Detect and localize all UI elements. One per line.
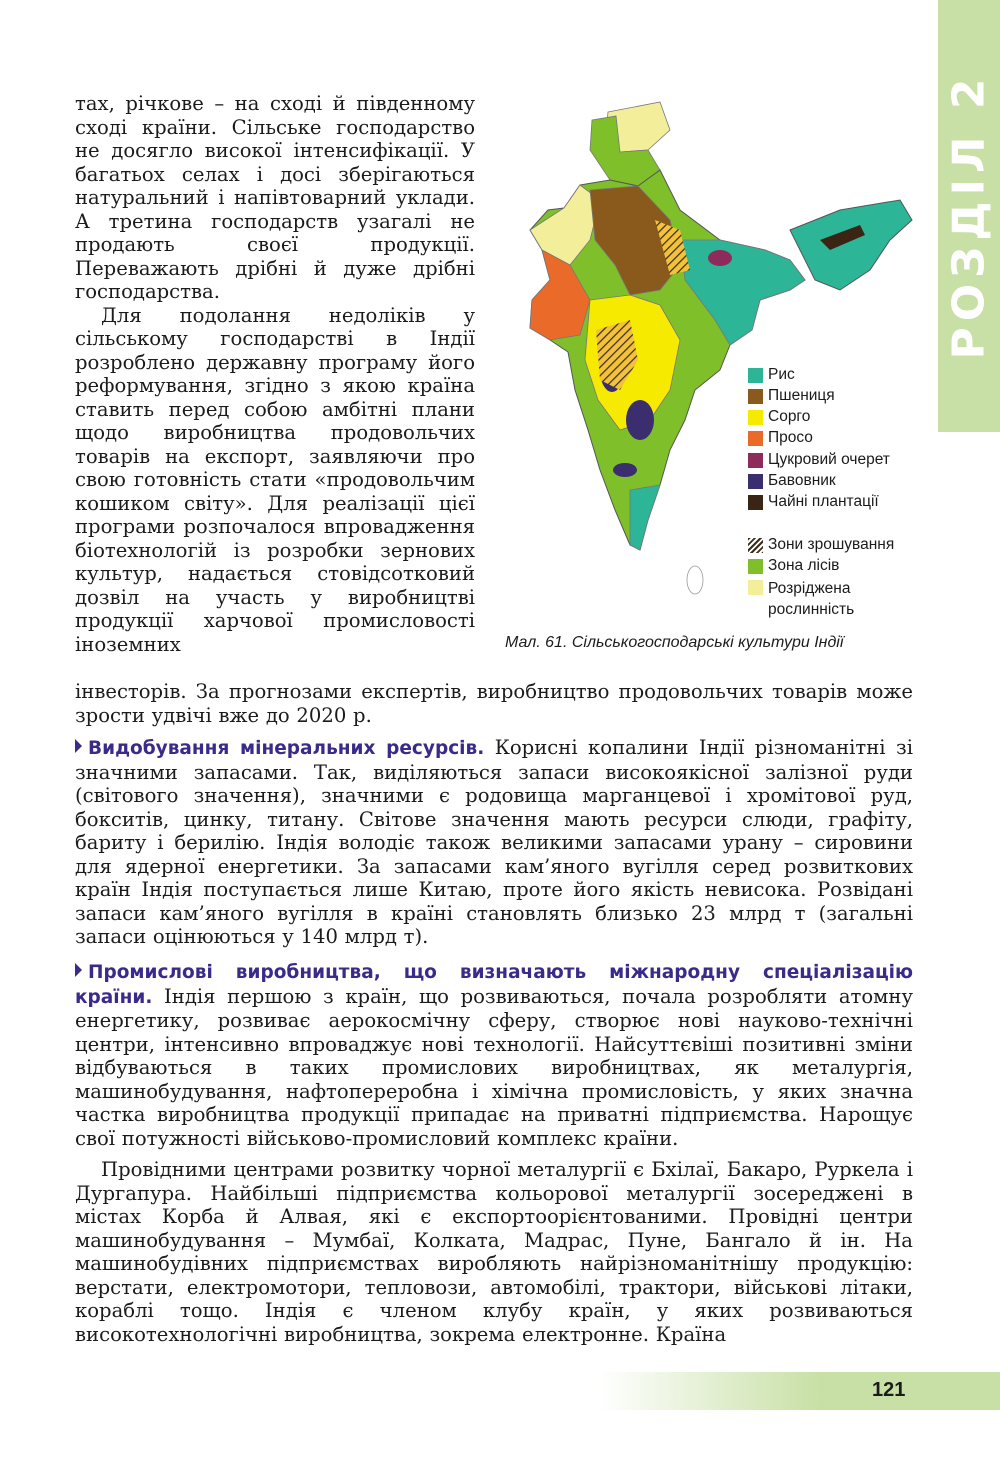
- legend-swatch: [748, 559, 763, 574]
- legend-swatch: [748, 453, 763, 468]
- section-minerals: [75, 736, 913, 949]
- legend-label: Бавовник: [768, 472, 836, 489]
- footer-bar: [600, 1372, 1000, 1410]
- legend-swatch: [748, 495, 763, 510]
- bullet-icon: [75, 963, 82, 977]
- legend-label: Просо: [768, 429, 813, 446]
- region-sugarcane: [708, 250, 732, 266]
- section-industry: [75, 960, 913, 1150]
- legend-label: Зони зрошування: [768, 536, 895, 553]
- section-heading: Видобування мінеральних ресурсів.: [88, 738, 485, 759]
- legend-swatch: [748, 389, 763, 404]
- legend-label: Розріджена рослинність: [768, 580, 855, 618]
- legend-swatch: [748, 368, 763, 383]
- legend-label: Чайні плантації: [768, 493, 879, 510]
- legend-swatch: [748, 410, 763, 425]
- paragraph-centers: Провідними центрами розвитку чорної металургії є Бхілаї, Бакаро, Руркела і Дургапура. Найбільші підприємства кольорової металургії зосереджені в містах Корба й Алвая, які є експортоорієнтованими. Провідні центри машинобудування – Мумбаї, Колката, Мадрас, Пуне, Бангало й ін. На машинобудівних підприємствах виробляють найрізноманітнішу продукцію: верстати, електромотори, тепловози, автомобілі, трактори, військові літаки, кораблі тощо. Індія є членом клубу країн, у яких розвиваються високотехнологічні виробництва, зокрема електронне. Країна: [75, 1158, 913, 1346]
- bullet-icon: [75, 739, 82, 753]
- region-cotton-2: [626, 400, 654, 440]
- chapter-tab-label: РОЗДІЛ 2: [943, 72, 995, 360]
- paragraph-intro: тах, річкове – на сході й південному сході країни. Сільське господарство не досягло високої інтенсифікації. У багатьох селах і досі зберігаються натуральний і напівтоварний уклади. А третина господарств узагалі не продають своєї продукції. Переважають дрібні й дуже дрібні господарства.: [75, 92, 475, 303]
- continuation-paragraph: інвесторів. За прогнозами експертів, виробництво продовольчих товарів може зрости удвічі вже до 2020 р.: [75, 680, 913, 727]
- region-rice-south: [630, 485, 660, 550]
- legend-swatch: [748, 538, 763, 553]
- legend-label: Зона лісів: [768, 557, 840, 574]
- legend-swatch: [748, 474, 763, 489]
- region-cotton-3: [613, 463, 637, 477]
- legend-swatch: [748, 580, 763, 595]
- legend-label: Сорго: [768, 408, 811, 425]
- section-text: Індія першою з країн, що розвиваються, почала розробляти атомну енергетику, розвиває аерокосмічну сферу, створює нові науково-технічні центри, інтенсивно впроваджує нові технології. Найсуттєвіші позитивні зміни відбуваються в таких промислових виробництвах, як металургія, машинобудування, нафтопереробна і хімічна промисловість, у яких значна частка виробництва продукції припадає на приватні підприємства. Нарощує свої потужності військово-промисловий комплекс країни.: [75, 984, 914, 1150]
- section-heading: Промислові виробництва, що визначають міжнародну спеціалізацію країни.: [75, 962, 913, 1008]
- paragraph-reform: Для подолання недоліків у сільському господарстві в Індії розроблено державну програму його реформування, згідно з якою країна ставить перед собою амбітні плани щодо виробництва продовольчих товарів на експорт, заявляючи про свою готовність стати «продовольчим кошиком світу». Для реалізації цієї програми розпочалося впровадження біотехнологій із розробки зернових культур, надається стовідсотковий дозвіл на участь у виробництві продукції харчової промисловості іноземних: [75, 303, 475, 656]
- region-northeast: [790, 200, 912, 290]
- legend-label: Цукровий очерет: [768, 451, 890, 468]
- legend-label: Пшениця: [768, 387, 835, 404]
- legend-label: Рис: [768, 366, 795, 383]
- legend-swatch: [748, 431, 763, 446]
- left-column: [75, 92, 475, 656]
- figure-caption: Мал. 61. Сільськогосподарські культури Індії: [505, 634, 844, 651]
- region-island: [687, 566, 703, 594]
- section-text: Корисні копалини Індії різноманітні зі значними запасами. Так, виділяються запаси високоякісної залізної руди (світового значення), значними є родовища марганцевої і хромітової руд, бокситів, цинку, титану. Світове значення мають ресурси слюди, графіту, бариту і берилію. Індія володіє також великими запасами урану – сировини для ядерної енергетики. За запасами кам’яного вугілля серед розвиткових країн Індія поступається лише Китаю, проте його якість невисока. Розвідані запаси кам’яного вугілля в країні становлять близько 23 млрд т (загальні запаси оцінюються у 140 млрд т).: [75, 736, 913, 948]
- page-number: 121: [872, 1379, 906, 1401]
